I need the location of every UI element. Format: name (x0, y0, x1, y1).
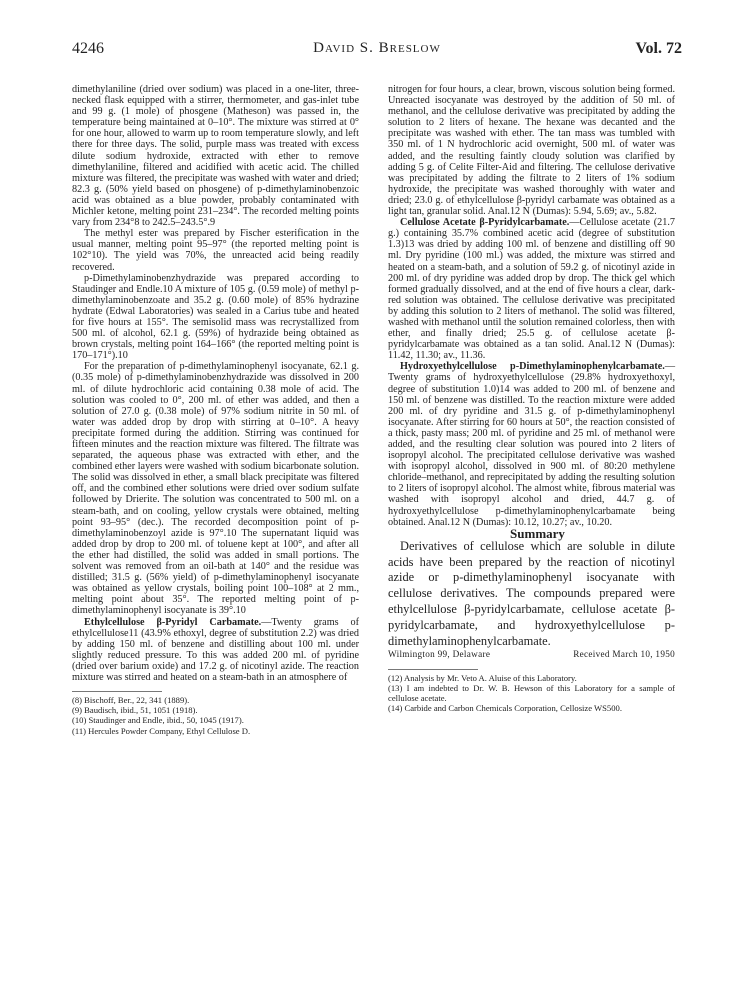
left-column (72, 84, 359, 736)
footnote: (10) Staudinger and Endle, ibid., 50, 1045 (1917). (72, 715, 244, 726)
footnote-rule (72, 691, 162, 692)
paragraph (388, 361, 675, 527)
paragraph: nitrogen for four hours, a clear, brown, viscous solution being formed. Unreacted isocyanate was destroyed by the addition of 50 ml. of methanol, and the cellulose derivative was precipitated by adding the solution to 2 liters of hexane. The hexane was decanted and the precipitate was washed with ether. The tan mass was tumbled with 350 ml. of 1 N hydrochloric acid overnight, 500 ml. of water was added, and the resulting faintly cloudy solution was clarified by adding 5 g. of Celite Filter-Aid and filtering. The cellulose derivative was precipitated by adding the filtrate to 2 liters of 1% sodium hydroxide, the precipitate was washed thoroughly with water and dried; 23.0 g. of ethylcellulose β-pyridyl carbamate was obtained as a light tan, granular solid. Anal.12 N (Dumas): 5.94, 5.69; av., 5.82. (388, 84, 675, 218)
footnotes (72, 691, 359, 736)
paragraph: The methyl ester was prepared by Fischer esterification in the usual manner, melting point 95–97° (the reported melting point is 102°10). The yield was 70%, the unreacted acid being readily recovered. (72, 228, 359, 273)
section-subheading: Cellulose Acetate β-Pyridylcarbamate. (400, 217, 570, 229)
dateline (388, 649, 675, 660)
paragraph-text: —Cellulose acetate (21.7 g.) containing 35.7% combined acetic acid (degree of substitution 1.3)13 was dried by adding 100 ml. of benzene and distilling off 90 ml. Dry pyridine (100 ml.) was added, the mixture was stirred and heated on a steam-bath, and a solution of 59.2 g. of nicotinyl azide in 200 ml. of dry pyridine was added drop by drop. The thick gel which formed gradually dissolved, and at the end of five hours a clear, dark-red solution was obtained. The cellulose derivative was precipitated by adding this solution to 2 liters of methanol. The solid was filtered, washed with methanol until the solution remained colorless, then with ether, and finally dried; 25.5 g. of cellulose acetate β-pyridylcarbamate was obtained as a tan solid. Anal.12 N (Dumas): 11.42, 11.30; av., 11.36. (388, 217, 675, 362)
volume-label: Vol. 72 (635, 40, 682, 57)
paragraph-text: —Twenty grams of hydroxyethylcellulose (29.8% hydroxyethoxyl, degree of substitution 1.0)14 was added to 200 ml. of benzene and 150 ml. of benzene was distilled. To the reaction mixture were added 200 ml. of dry pyridine and 31.5 g. of p-dimethylaminophenyl isocyanate. After stirring for 60 hours at 50°, the reaction consisted of a thick, pasty mass; 200 ml. of pyridine and 25 ml. of methanol were added, and the resulting clear solution was poured into 2 liters of isopropyl alcohol. The precipitated cellulose derivative was washed with isopropyl alcohol, dissolved in 900 ml. of 80:20 methylene chloride–methanol, and reprecipitated by adding the resulting solution to 2 liters of isopropyl alcohol. The almost white, fibrous material was washed with isopropyl alcohol and dried, 44.7 g. of hydroxyethylcellulose p-dimethylaminophenylcarbamate being obtained. Anal.12 N (Dumas): 10.12, 10.27; av., 10.20. (388, 361, 675, 528)
footnote: (12) Analysis by Mr. Veto A. Aluise of this Laboratory. (388, 672, 577, 683)
paragraph-text: —Twenty grams of ethylcellulose11 (43.9% ethoxyl, degree of substitution 2.2) was dried by adding 150 ml. of benzene and distilling about 100 ml. under slightly reduced pressure. To this was added 200 ml. of pyridine (dried over barium oxide) and 17.2 g. of nicotinyl azide. The reaction mixture was stirred and heated on a steam-bath in an atmosphere of (72, 616, 359, 683)
dateline-received: Received March 10, 1950 (573, 649, 675, 660)
dateline-place: Wilmington 99, Delaware (388, 649, 491, 660)
page-number: 4246 (72, 40, 104, 57)
footnote: (13) I am indebted to Dr. W. B. Hewson of this Laboratory for a sample of cellulose acetate. (388, 682, 675, 703)
section-subheading: Hydroxyethylcellulose p-Dimethylaminophenylcarbamate. (400, 361, 665, 373)
paragraph (72, 617, 359, 684)
page-header (72, 40, 682, 62)
section-subheading: Ethylcellulose β-Pyridyl Carbamate. (84, 616, 262, 628)
paragraph: p-Dimethylaminobenzhydrazide was prepared according to Staudinger and Endle.10 A mixture of 105 g. (0.59 mole) of methyl p-dimethylaminobenzoate and 35.2 g. (0.60 mole) of 85% hydrazine hydrate (Edwal Laboratories) was sealed in a Carius tube and heated for five hours at 155°. The semisolid mass was recrystallized from 500 ml. of alcohol, 62.1 g. (59%) of hydrazide being obtained as brown crystals, melting point 164–166° (the reported melting point is 170–171°).10 (72, 272, 359, 362)
right-column (388, 84, 675, 713)
paragraph: For the preparation of p-dimethylaminophenyl isocyanate, 62.1 g. (0.35 mole) of p-dimethylaminobenzhydrazide was dissolved in 200 ml. of dilute hydrochloric acid containing 0.38 mole of acid. The solution was cooled to 0°, 200 ml. of ether was added, and then a solution of 27.0 g. (0.38 mole) of 97% sodium nitrite in 50 ml. of water was added drop by drop with stirring at 0–10°. A heavy precipitate formed during the addition. Stirring was continued for fifteen minutes and the reaction mixture was filtered. The filtrate was separated, the aqueous phase was extracted with ether, and the combined ether layers were washed with sodium bicarbonate solution. The solid was dissolved in ether, a small black precipitate was filtered off, and the combined ether solutions were dried over sodium sulfate followed by Drierite. The solution was concentrated to 500 ml. on a steam-bath, and on cooling, yellow crystals were obtained, melting point 93–95° (dec.). The recorded decomposition point of p-dimethylaminobenzoyl azide is 97°.10 The supernatant liquid was added drop by drop to 200 ml. of toluene kept at 100°, and after all the ether had distilled, the solid was added in small portions. The solvent was removed from an oil-bath at 140° and the residue was distilled; 31.5 g. (56% yield) of p-dimethylaminophenyl isocyanate was obtained as yellow crystals, boiling point 100–108° at 2 mm., melting point about 35°. The reported melting point of p-dimethylaminophenyl isocyanate is 39°.10 (72, 361, 359, 617)
footnote: (11) Hercules Powder Company, Ethyl Cellulose D. (72, 725, 251, 736)
footnote-rule (388, 669, 478, 670)
summary-heading: Summary (510, 525, 565, 541)
paragraph (388, 217, 675, 361)
footnote: (8) Bischoff, Ber., 22, 341 (1889). (72, 695, 190, 706)
summary-text: Derivatives of cellulose which are soluble in dilute acids have been prepared by the reaction of nicotinyl azide or p-dimethylaminophenyl isocyanate with cellulose derivatives. The compounds prepared were ethylcellulose β-pyridylcarbamate, cellulose acetate β-pyridylcarbamate, and hydroxyethylcellulose p-dimethylaminophenylcarbamate. (388, 538, 675, 648)
running-title: David S. Breslow (313, 40, 441, 56)
paragraph: dimethylaniline (dried over sodium) was placed in a one-liter, three-necked flask equipped with a stirrer, thermometer, and gas-inlet tube and 99 g. (1 mole) of phosgene (Matheson) was passed in, the temperature being maintained at 0–10°. The mixture was stirred at 0° for one hour, allowed to warm up to room temperature slowly, and left there for three days. The solid, purple mass was treated with excess dilute sodium hydroxide, extracted with ether to remove dimethylaniline, filtered and acidified with acetic acid. The chilled mixture was filtered, the precipitate was washed with water and dried; 82.3 g. (50% yield based on phosgene) of p-dimethylaminobenzoic acid was obtained as a blue powder, probably contaminated with Michler ketone, melting point 231–234°. The recorded melting points vary from 234°8 to 242.5–243.5°.9 (72, 84, 359, 229)
footnote: (9) Baudisch, ibid., 51, 1051 (1918). (72, 705, 198, 716)
footnote: (14) Carbide and Carbon Chemicals Corporation, Cellosize WS500. (388, 703, 622, 714)
